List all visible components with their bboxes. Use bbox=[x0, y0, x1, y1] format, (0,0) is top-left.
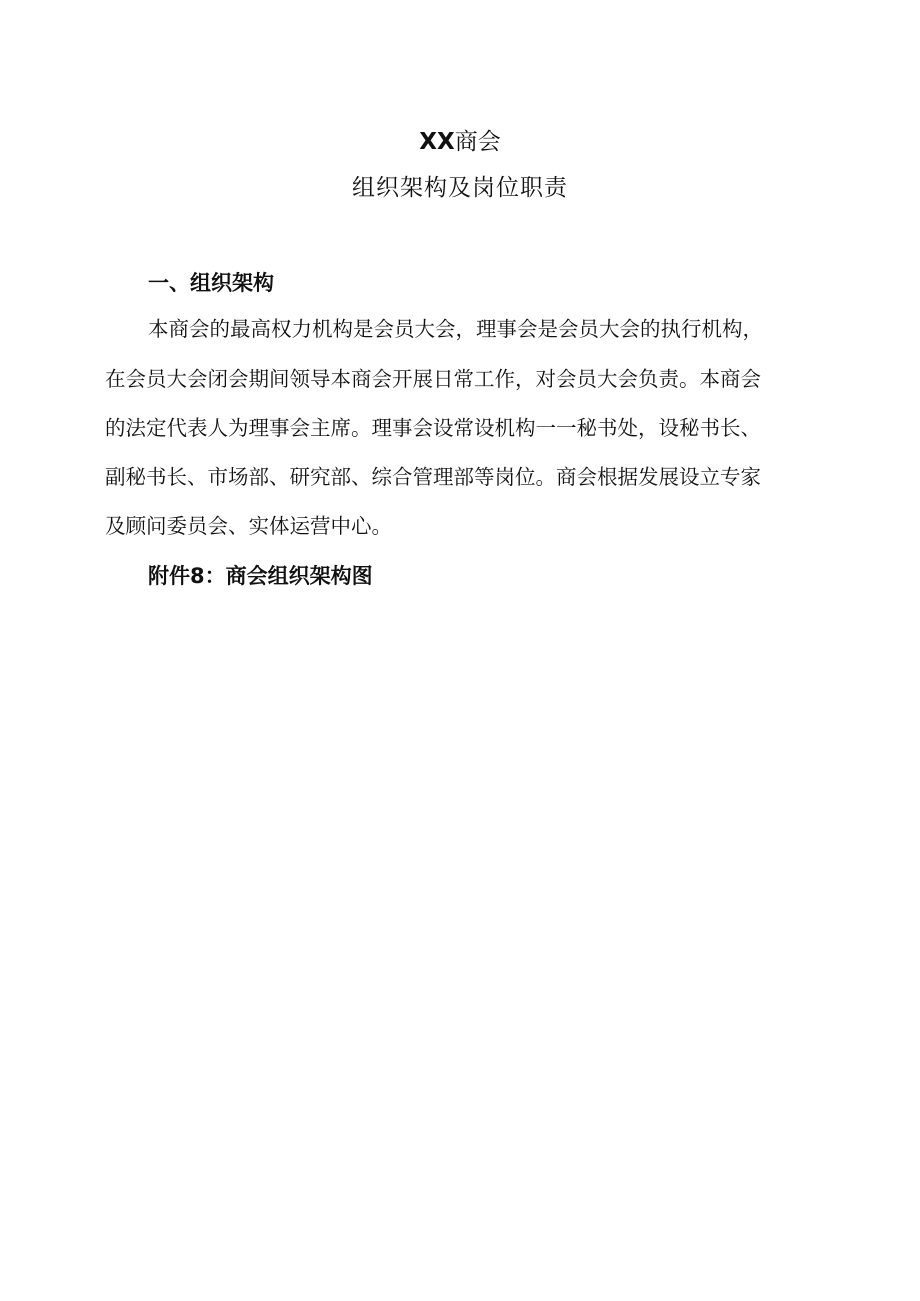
section-heading: 一、组织架构 bbox=[148, 271, 274, 295]
paragraph-line: 的法定代表人为理事会主席。理事会设常设机构一一秘书处，设秘书长、 bbox=[105, 416, 761, 440]
paragraph-line: 在会员大会闭会期间领导本商会开展日常工作，对会员大会负责。本商会 bbox=[105, 367, 761, 391]
document-subtitle: 组织架构及岗位职责 bbox=[352, 175, 568, 201]
paragraph-line: 及顾问委员会、实体运营中心。 bbox=[105, 514, 392, 538]
document-title bbox=[0, 126, 920, 158]
paragraph-line: 本商会的最高权力机构是会员大会，理事会是会员大会的执行机构， bbox=[148, 317, 763, 341]
paragraph-line: 副秘书长、市场部、研究部、综合管理部等岗位。商会根据发展设立专家 bbox=[105, 465, 761, 489]
title-org-name: 商会 bbox=[454, 129, 501, 155]
attachment-reference: 附件8：商会组织架构图 bbox=[148, 564, 373, 588]
title-org-prefix: XX bbox=[419, 129, 455, 155]
